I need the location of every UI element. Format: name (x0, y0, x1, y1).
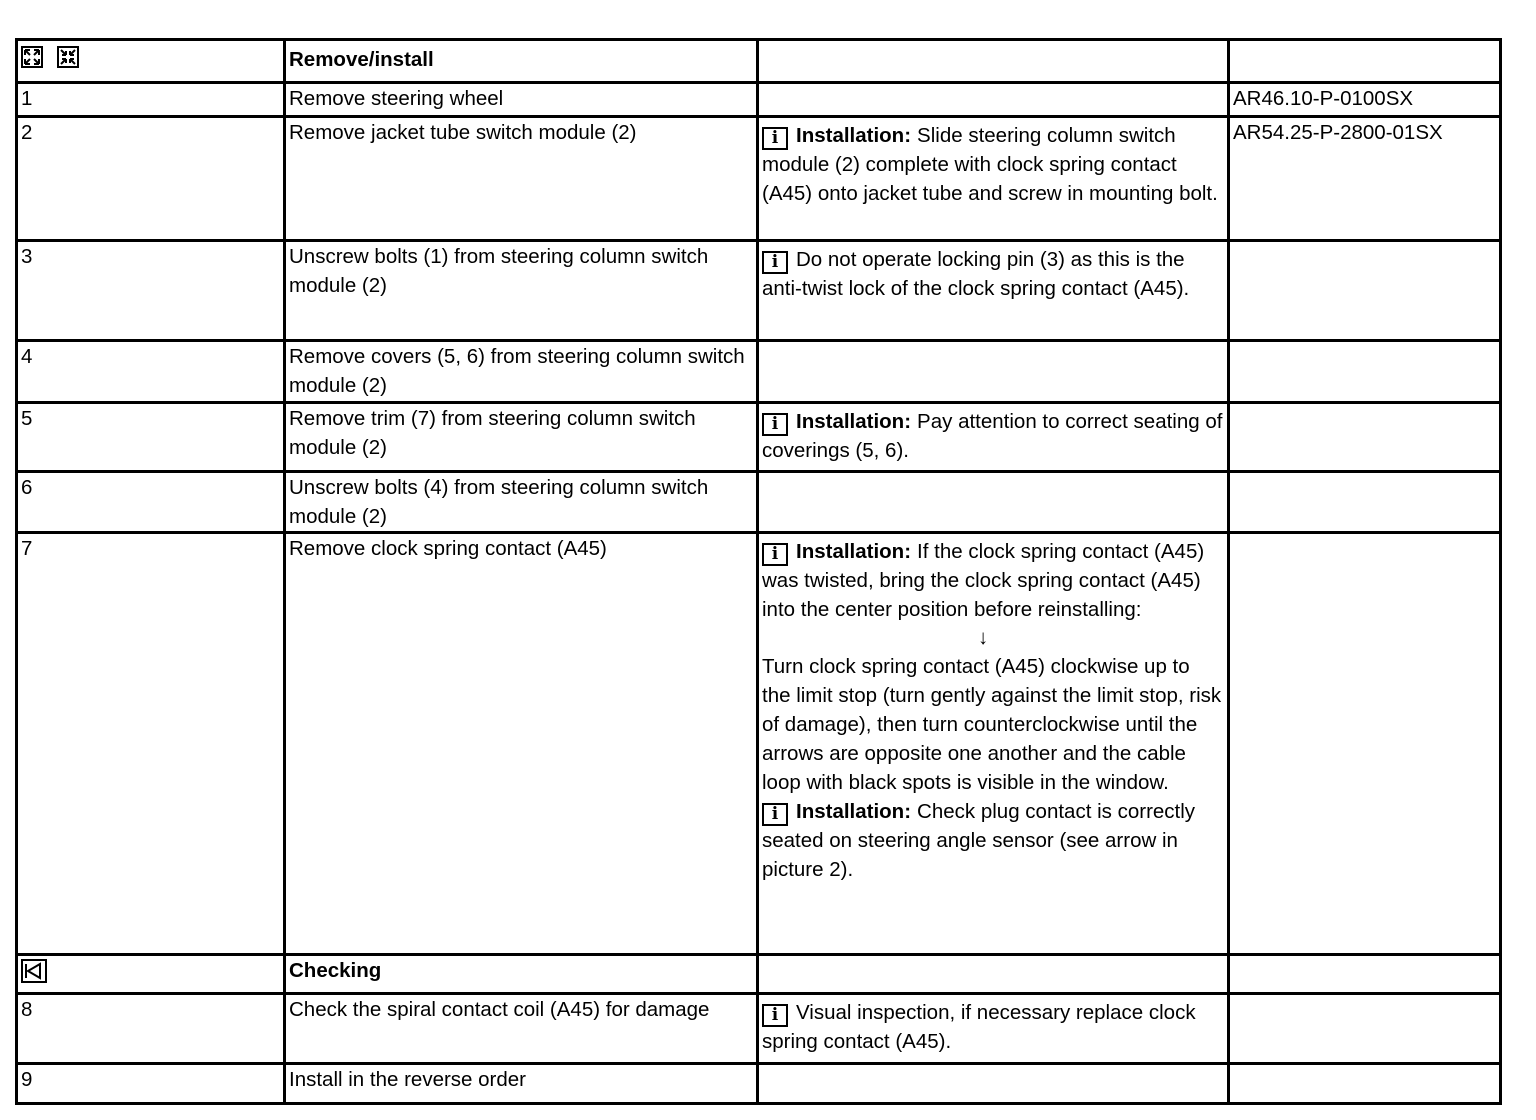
step-reference-link[interactable]: AR54.25-P-2800-01SX (1229, 117, 1501, 241)
step-action: Check the spiral contact coil (A45) for damage (285, 994, 758, 1064)
step-action: Remove steering wheel (285, 83, 758, 117)
note-text: If the clock spring contact (A45) was twisted, bring the clock spring contact (A45) into the center position before reinstalling: (762, 540, 1205, 621)
info-icon: i (762, 803, 788, 826)
step-number: 1 (17, 83, 285, 117)
step-reference-link[interactable]: AR46.10-P-0100SX (1229, 83, 1501, 117)
table-row (17, 403, 1501, 472)
note-text: Do not operate locking pin (3) as this is the anti-twist lock of the clock spring contact (A45). (762, 248, 1190, 300)
step-reference (1229, 341, 1501, 403)
step-note (758, 241, 1229, 341)
section-title-remove-install: Remove/install (285, 40, 758, 83)
step-number: 3 (17, 241, 285, 341)
note-text: Visual inspection, if necessary replace clock spring contact (A45). (762, 1001, 1196, 1053)
step-action: Remove trim (7) from steering column switch module (2) (285, 403, 758, 472)
step-note (758, 1064, 1229, 1104)
step-note (758, 994, 1229, 1064)
section-header-remove-install (17, 40, 1501, 83)
step-number: 9 (17, 1064, 285, 1104)
step-note (758, 472, 1229, 533)
step-action: Remove clock spring contact (A45) (285, 533, 758, 955)
section-icons-cell (17, 40, 285, 83)
step-number: 4 (17, 341, 285, 403)
step-note (758, 117, 1229, 241)
step-reference (1229, 472, 1501, 533)
table-row (17, 472, 1501, 533)
step-reference (1229, 1064, 1501, 1104)
section-empty-cell (758, 955, 1229, 994)
note-text: Slide steering column switch module (2) complete with clock spring contact (A45) onto jacket tube and screw in mounting bolt. (762, 124, 1218, 205)
note-text: Pay attention to correct seating of coverings (5, 6). (762, 410, 1223, 462)
section-icons-cell (17, 955, 285, 994)
info-icon: i (762, 251, 788, 274)
step-number: 6 (17, 472, 285, 533)
info-icon: i (762, 127, 788, 150)
section-empty-cell (758, 40, 1229, 83)
info-icon: i (762, 413, 788, 436)
table-row (17, 241, 1501, 341)
step-action: Unscrew bolts (4) from steering column switch module (2) (285, 472, 758, 533)
table-row (17, 83, 1501, 117)
step-reference (1229, 241, 1501, 341)
installation-label: Installation: (796, 800, 912, 823)
step-number: 8 (17, 994, 285, 1064)
step-action: Install in the reverse order (285, 1064, 758, 1104)
step-note (758, 83, 1229, 117)
installation-label: Installation: (796, 540, 912, 563)
table-row (17, 1064, 1501, 1104)
section-empty-cell (1229, 955, 1501, 994)
info-icon: i (762, 543, 788, 566)
down-arrow-icon: ↓ (978, 626, 989, 649)
step-note (758, 533, 1229, 955)
step-note (758, 341, 1229, 403)
table-row (17, 117, 1501, 241)
table-row (17, 994, 1501, 1064)
step-action: Remove covers (5, 6) from steering column switch module (2) (285, 341, 758, 403)
step-note (758, 403, 1229, 472)
step-number: 2 (17, 117, 285, 241)
section-header-checking (17, 955, 1501, 994)
installation-label: Installation: (796, 124, 912, 147)
step-action: Unscrew bolts (1) from steering column switch module (2) (285, 241, 758, 341)
step-reference (1229, 533, 1501, 955)
expand-icon (21, 46, 43, 68)
step-number: 7 (17, 533, 285, 955)
procedure-table (15, 38, 1502, 1105)
collapse-icon (57, 46, 79, 68)
table-row (17, 341, 1501, 403)
note-text: Check plug contact is correctly seated on steering angle sensor (see arrow in picture 2). (762, 800, 1196, 881)
check-triangle-icon (21, 959, 47, 983)
table-row (17, 533, 1501, 955)
section-title-checking: Checking (285, 955, 758, 994)
info-icon: i (762, 1004, 788, 1027)
installation-label: Installation: (796, 410, 912, 433)
note-continuation: Turn clock spring contact (A45) clockwise up to the limit stop (turn gently against the limit stop, risk of damage), then turn counterclockwise until the arrows are opposite one another and the cable loop with black spots is visible in the window. (762, 655, 1222, 794)
step-reference (1229, 403, 1501, 472)
step-action: Remove jacket tube switch module (2) (285, 117, 758, 241)
section-empty-cell (1229, 40, 1501, 83)
step-reference (1229, 994, 1501, 1064)
step-number: 5 (17, 403, 285, 472)
